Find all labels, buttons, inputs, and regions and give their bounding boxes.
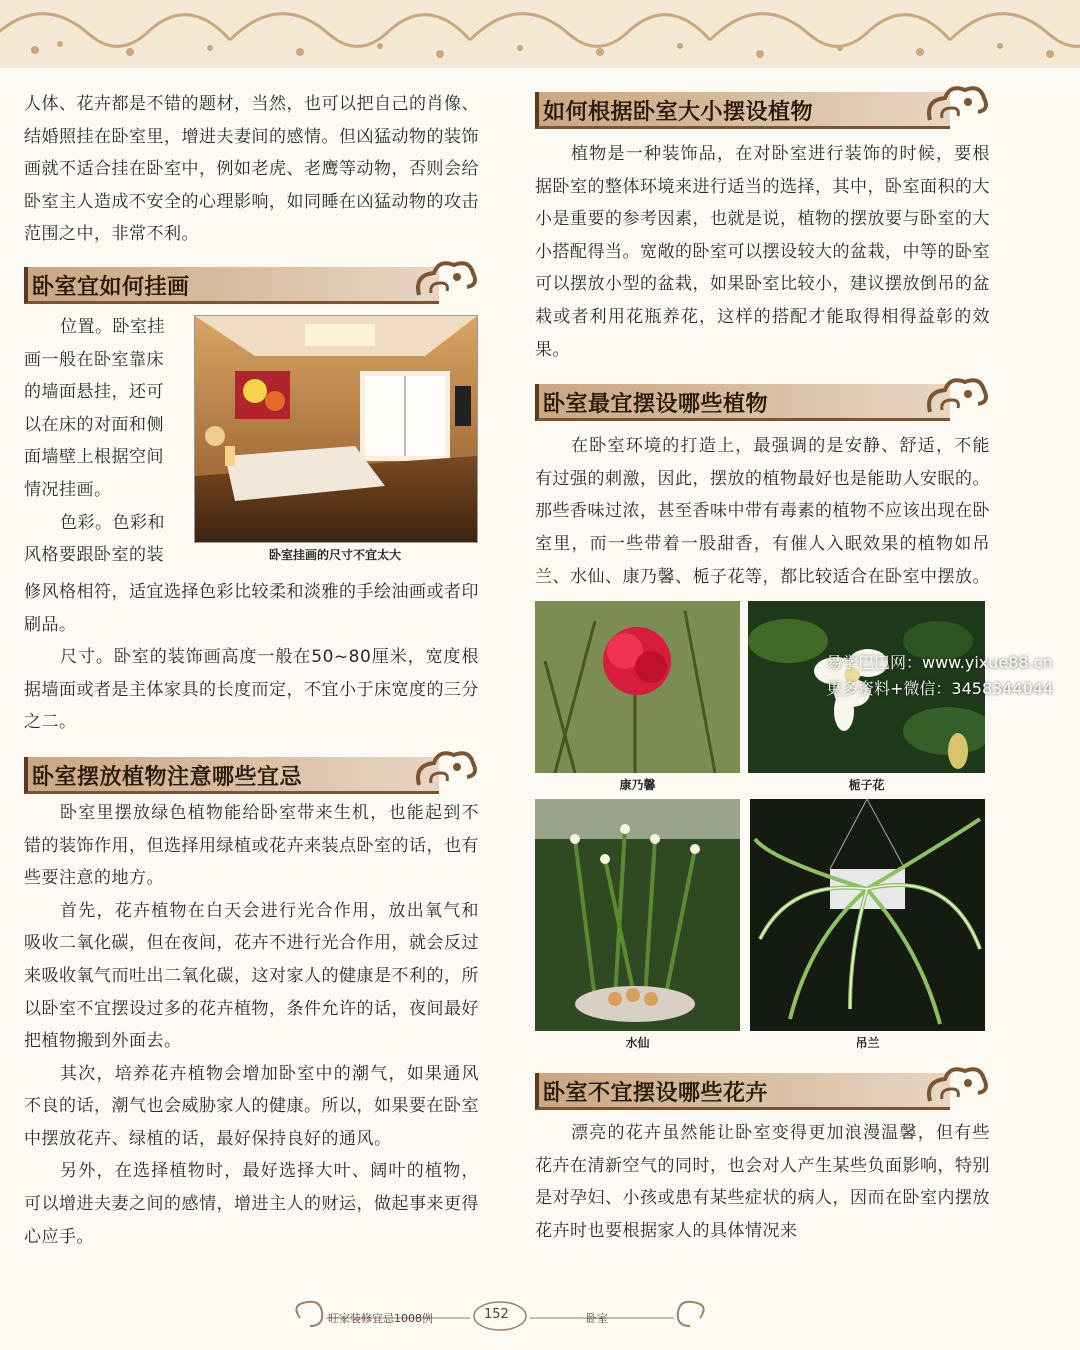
wrap-line: 色彩。色彩和 xyxy=(60,512,165,533)
page-footer xyxy=(290,1296,710,1340)
cloud-ornament-icon xyxy=(920,372,990,424)
left-column xyxy=(24,88,479,1253)
wrap-line: 面墙壁上根据空间 xyxy=(24,447,164,468)
wrap-line: 以在床的对面和侧 xyxy=(24,414,164,435)
bedroom-photo-caption: 卧室挂画的尺寸不宜太大 xyxy=(268,547,401,562)
wrap-line: 位置。卧室挂 xyxy=(60,316,165,337)
watermark-line-1: 易学巴巴网：www.yixue88.cn xyxy=(826,653,1053,672)
heading-text: 如何根据卧室大小摆设植物 xyxy=(543,100,814,125)
cloud-ornament-icon xyxy=(920,1061,990,1113)
wrap-line: 情况挂画。 xyxy=(24,479,112,500)
color-paragraph-rest: 修风格相符，适宜选择色彩比较柔和淡雅的手绘油画或者印刷品。 xyxy=(24,581,479,635)
spider-plant-caption: 吊兰 xyxy=(855,1036,880,1051)
heading-text: 卧室最宜摆设哪些植物 xyxy=(543,392,769,418)
wrap-line: 风格要跟卧室的装 xyxy=(24,545,164,566)
top-decorative-border xyxy=(0,0,1080,68)
page-number: 152 xyxy=(484,1307,509,1322)
cloud-ornament-icon xyxy=(409,745,479,797)
bedroom-photo xyxy=(194,315,478,543)
gardenia-caption: 栀子花 xyxy=(848,778,885,793)
narcissus-caption: 水仙 xyxy=(625,1036,650,1051)
heading-plant-taboos xyxy=(24,753,479,793)
plant-paragraph-1: 卧室里摆放绿色植物能给卧室带来生机，也能起到不错的装饰作用，但选择用绿植或花卉来装点卧室的话，也有些要注意的地方。 xyxy=(24,802,479,889)
cloud-ornament-icon xyxy=(920,80,990,132)
heading-room-size xyxy=(535,88,990,128)
heading-hang-painting xyxy=(24,263,479,303)
carnation-caption: 康乃馨 xyxy=(619,778,656,793)
plant-paragraph-2: 首先，花卉植物在白天会进行光合作用，放出氧气和吸收二氧化碳，但在夜间，花卉不进行光合作用，就会反过来吸收氧气而吐出二氧化碳，这对家人的健康是不利的，所以卧室不宜摆设过多的花卉植物，条件允许的话，夜间最好把植物搬到外面去。 xyxy=(24,900,479,1052)
footer-section: 卧室 xyxy=(586,1312,608,1325)
wrap-line: 画一般在卧室靠床 xyxy=(24,349,164,370)
cloud-ornament-icon xyxy=(409,255,479,307)
painting-section xyxy=(24,311,479,576)
size-paragraph: 尺寸。卧室的装饰画高度一般在50~80厘米，宽度根据墙面或者是主体家具的长度而定，不宜小于床宽度的三分之二。 xyxy=(24,647,479,733)
heading-text: 卧室宜如何挂画 xyxy=(32,274,190,300)
avoid-flowers-paragraph: 漂亮的花卉虽然能让卧室变得更加浪漫温馨，但有些花卉在清新空气的同时，也会对人产生某些负面影响，特别是对孕妇、小孩或患有某些症状的病人，因而在卧室内摆放花卉时也要根据家人的具体情况来 xyxy=(535,1123,990,1241)
wrap-text xyxy=(24,311,184,572)
watermark-line-2: 更多资料+微信：3458344044 xyxy=(826,679,1054,698)
best-plants-paragraph: 在卧室环境的打造上，最强调的是安静、舒适，不能有过强的刺激，因此，摆放的植物最好也是能助人安眠的。那些香味过浓，甚至香味中带有毒素的植物不应该出现在卧室里，而一些带着一股甜香，有催人入眠效果的植物如吊兰、水仙、康乃馨、栀子花等，都比较适合在卧室中摆放。 xyxy=(535,436,990,587)
spider-plant-photo xyxy=(750,799,985,1031)
plant-paragraph-4: 另外，在选择植物时，最好选择大叶、阔叶的植物，可以增进夫妻之间的感情，增进主人的财运，做起事来更得心应手。 xyxy=(24,1161,479,1247)
carnation-photo xyxy=(535,601,740,773)
wrap-line: 的墙面悬挂，还可 xyxy=(24,382,164,403)
narcissus-photo xyxy=(535,799,740,1031)
plant-paragraph-3: 其次，培养花卉植物会增加卧室中的潮气，如果通风不良的话，潮气也会威胁家人的健康。所以，如果要在卧室中摆放花卉、绿植的话，最好保持良好的通风。 xyxy=(24,1063,479,1149)
room-size-paragraph: 植物是一种装饰品，在对卧室进行装饰的时候，要根据卧室的整体环境来进行适当的选择，其中，卧室面积的大小是重要的参考因素，也就是说，植物的摆放要与卧室的大小搭配得当。宽敞的卧室可以摆设较大的盆栽，中等的卧室可以摆放小型的盆栽，如果卧室比较小，建议摆放倒吊的盆栽或者利用花瓶养花，这样的搭配才能取得相得益彰的效果。 xyxy=(535,144,990,360)
heading-avoid-flowers xyxy=(535,1069,990,1109)
heading-text: 卧室不宜摆设哪些花卉 xyxy=(543,1081,769,1107)
watermark xyxy=(826,650,1053,702)
footer-book-title: 旺家装修宜忌1008例 xyxy=(328,1312,433,1325)
intro-paragraph: 人体、花卉都是不错的题材，当然，也可以把自己的肖像、结婚照挂在卧室里，增进夫妻间的感情。但凶猛动物的装饰画就不适合挂在卧室中，例如老虎、老鹰等动物，否则会给卧室主人造成不安全的心理影响，如同睡在凶猛动物的攻击范围之中，非常不利。 xyxy=(24,94,479,245)
heading-best-plants xyxy=(535,380,990,420)
heading-text: 卧室摆放植物注意哪些宜忌 xyxy=(32,764,303,790)
